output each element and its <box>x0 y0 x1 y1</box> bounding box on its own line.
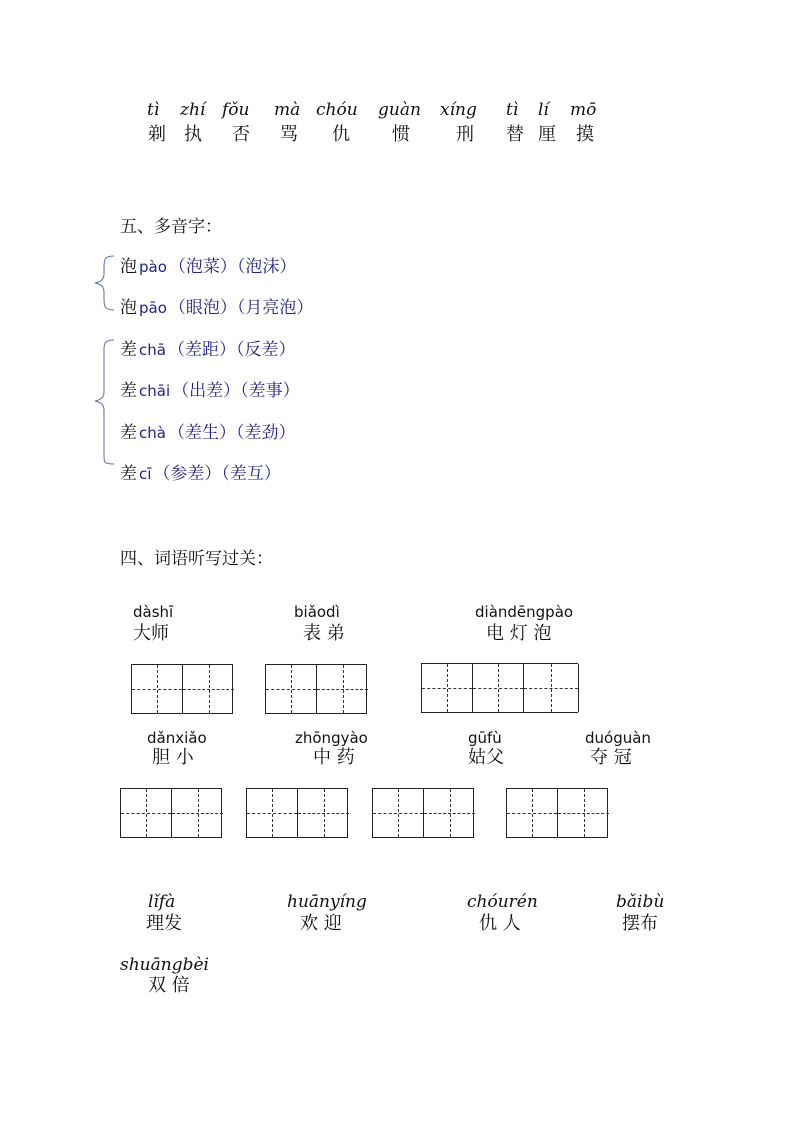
poly-pinyin: chā <box>139 341 166 359</box>
word-pinyin: diàndēngpào <box>475 603 574 621</box>
word-pinyin: gūfù <box>468 729 502 747</box>
poly-char: 泡 <box>120 298 137 318</box>
pinyin: guàn <box>378 100 421 120</box>
poly-row <box>120 418 295 443</box>
section-title-polyphonic: 五、多音字： <box>120 217 222 237</box>
word-pinyin: chóurén <box>467 892 538 912</box>
writing-grid[interactable] <box>372 788 474 838</box>
brace-pao <box>95 256 114 310</box>
word-chars: 摆布 <box>622 913 658 934</box>
pinyin: chóu <box>316 100 358 120</box>
char: 骂 <box>280 124 298 145</box>
pinyin: tì <box>506 100 519 120</box>
word-pinyin: huānyíng <box>287 892 367 912</box>
char: 刑 <box>456 124 474 145</box>
pinyin: tì <box>147 100 160 120</box>
word-chars: 理发 <box>146 913 182 934</box>
word-pinyin: dǎnxiǎo <box>147 729 207 747</box>
word-chars: 大师 <box>133 623 169 644</box>
writing-grid[interactable] <box>421 663 578 713</box>
poly-row <box>120 293 313 318</box>
word-pinyin: shuāngbèi <box>120 955 209 975</box>
word-chars: 双 倍 <box>148 975 190 996</box>
poly-words: （眼泡）（月亮泡） <box>168 298 314 318</box>
poly-char: 差 <box>120 423 137 443</box>
poly-pinyin: chà <box>139 424 166 442</box>
char: 替 <box>506 124 524 145</box>
poly-char: 差 <box>120 340 137 360</box>
pinyin: mà <box>274 100 301 120</box>
poly-char: 差 <box>120 381 137 401</box>
brace-lines <box>92 250 122 480</box>
poly-row <box>120 252 296 277</box>
writing-grid[interactable] <box>246 788 348 838</box>
char: 剃 <box>148 124 166 145</box>
word-chars: 胆 小 <box>152 747 194 768</box>
word-pinyin: zhōngyào <box>295 729 368 747</box>
char: 厘 <box>538 124 556 145</box>
poly-char: 泡 <box>120 257 137 277</box>
word-pinyin: bǎibù <box>616 892 665 912</box>
pinyin: lí <box>538 100 549 120</box>
poly-words: （出差）（差事） <box>172 381 300 401</box>
word-pinyin: lǐfà <box>148 892 176 912</box>
poly-row <box>120 459 281 484</box>
word-pinyin: dàshī <box>133 603 174 621</box>
pinyin: mō <box>570 100 597 120</box>
pinyin: fǒu <box>222 100 250 120</box>
poly-row <box>120 335 295 360</box>
poly-words: （参差）（差互） <box>153 464 281 484</box>
word-pinyin: biǎodì <box>294 603 340 621</box>
char: 执 <box>184 124 202 145</box>
poly-pinyin: chāi <box>139 382 171 400</box>
writing-grid[interactable] <box>131 664 233 714</box>
poly-pinyin: pào <box>139 258 167 276</box>
char: 仇 <box>332 124 350 145</box>
word-chars: 姑父 <box>468 747 504 768</box>
writing-grid[interactable] <box>506 788 608 838</box>
writing-grid[interactable] <box>120 788 222 838</box>
word-chars: 中 药 <box>313 747 355 768</box>
char: 摸 <box>576 124 594 145</box>
char: 否 <box>232 124 250 145</box>
char: 惯 <box>392 124 410 145</box>
word-pinyin: duóguàn <box>585 729 651 747</box>
poly-pinyin: pāo <box>139 299 167 317</box>
pinyin: zhí <box>180 100 206 120</box>
word-chars: 电 灯 泡 <box>486 623 552 644</box>
writing-grid[interactable] <box>265 664 367 714</box>
poly-words: （差距）（反差） <box>167 340 296 360</box>
pinyin: xíng <box>440 100 477 120</box>
word-chars: 欢 迎 <box>300 913 342 934</box>
word-chars: 表 弟 <box>303 623 345 644</box>
word-chars: 夺 冠 <box>590 747 632 768</box>
poly-words: （差生）（差劲） <box>167 423 296 443</box>
poly-pinyin: cī <box>139 465 152 483</box>
poly-words: （泡菜）（泡沫） <box>168 257 297 277</box>
brace-cha <box>95 340 114 464</box>
poly-char: 差 <box>120 464 137 484</box>
section-title-dictation: 四、词语听写过关： <box>120 549 273 569</box>
word-chars: 仇 人 <box>479 913 521 934</box>
poly-row <box>120 376 300 401</box>
